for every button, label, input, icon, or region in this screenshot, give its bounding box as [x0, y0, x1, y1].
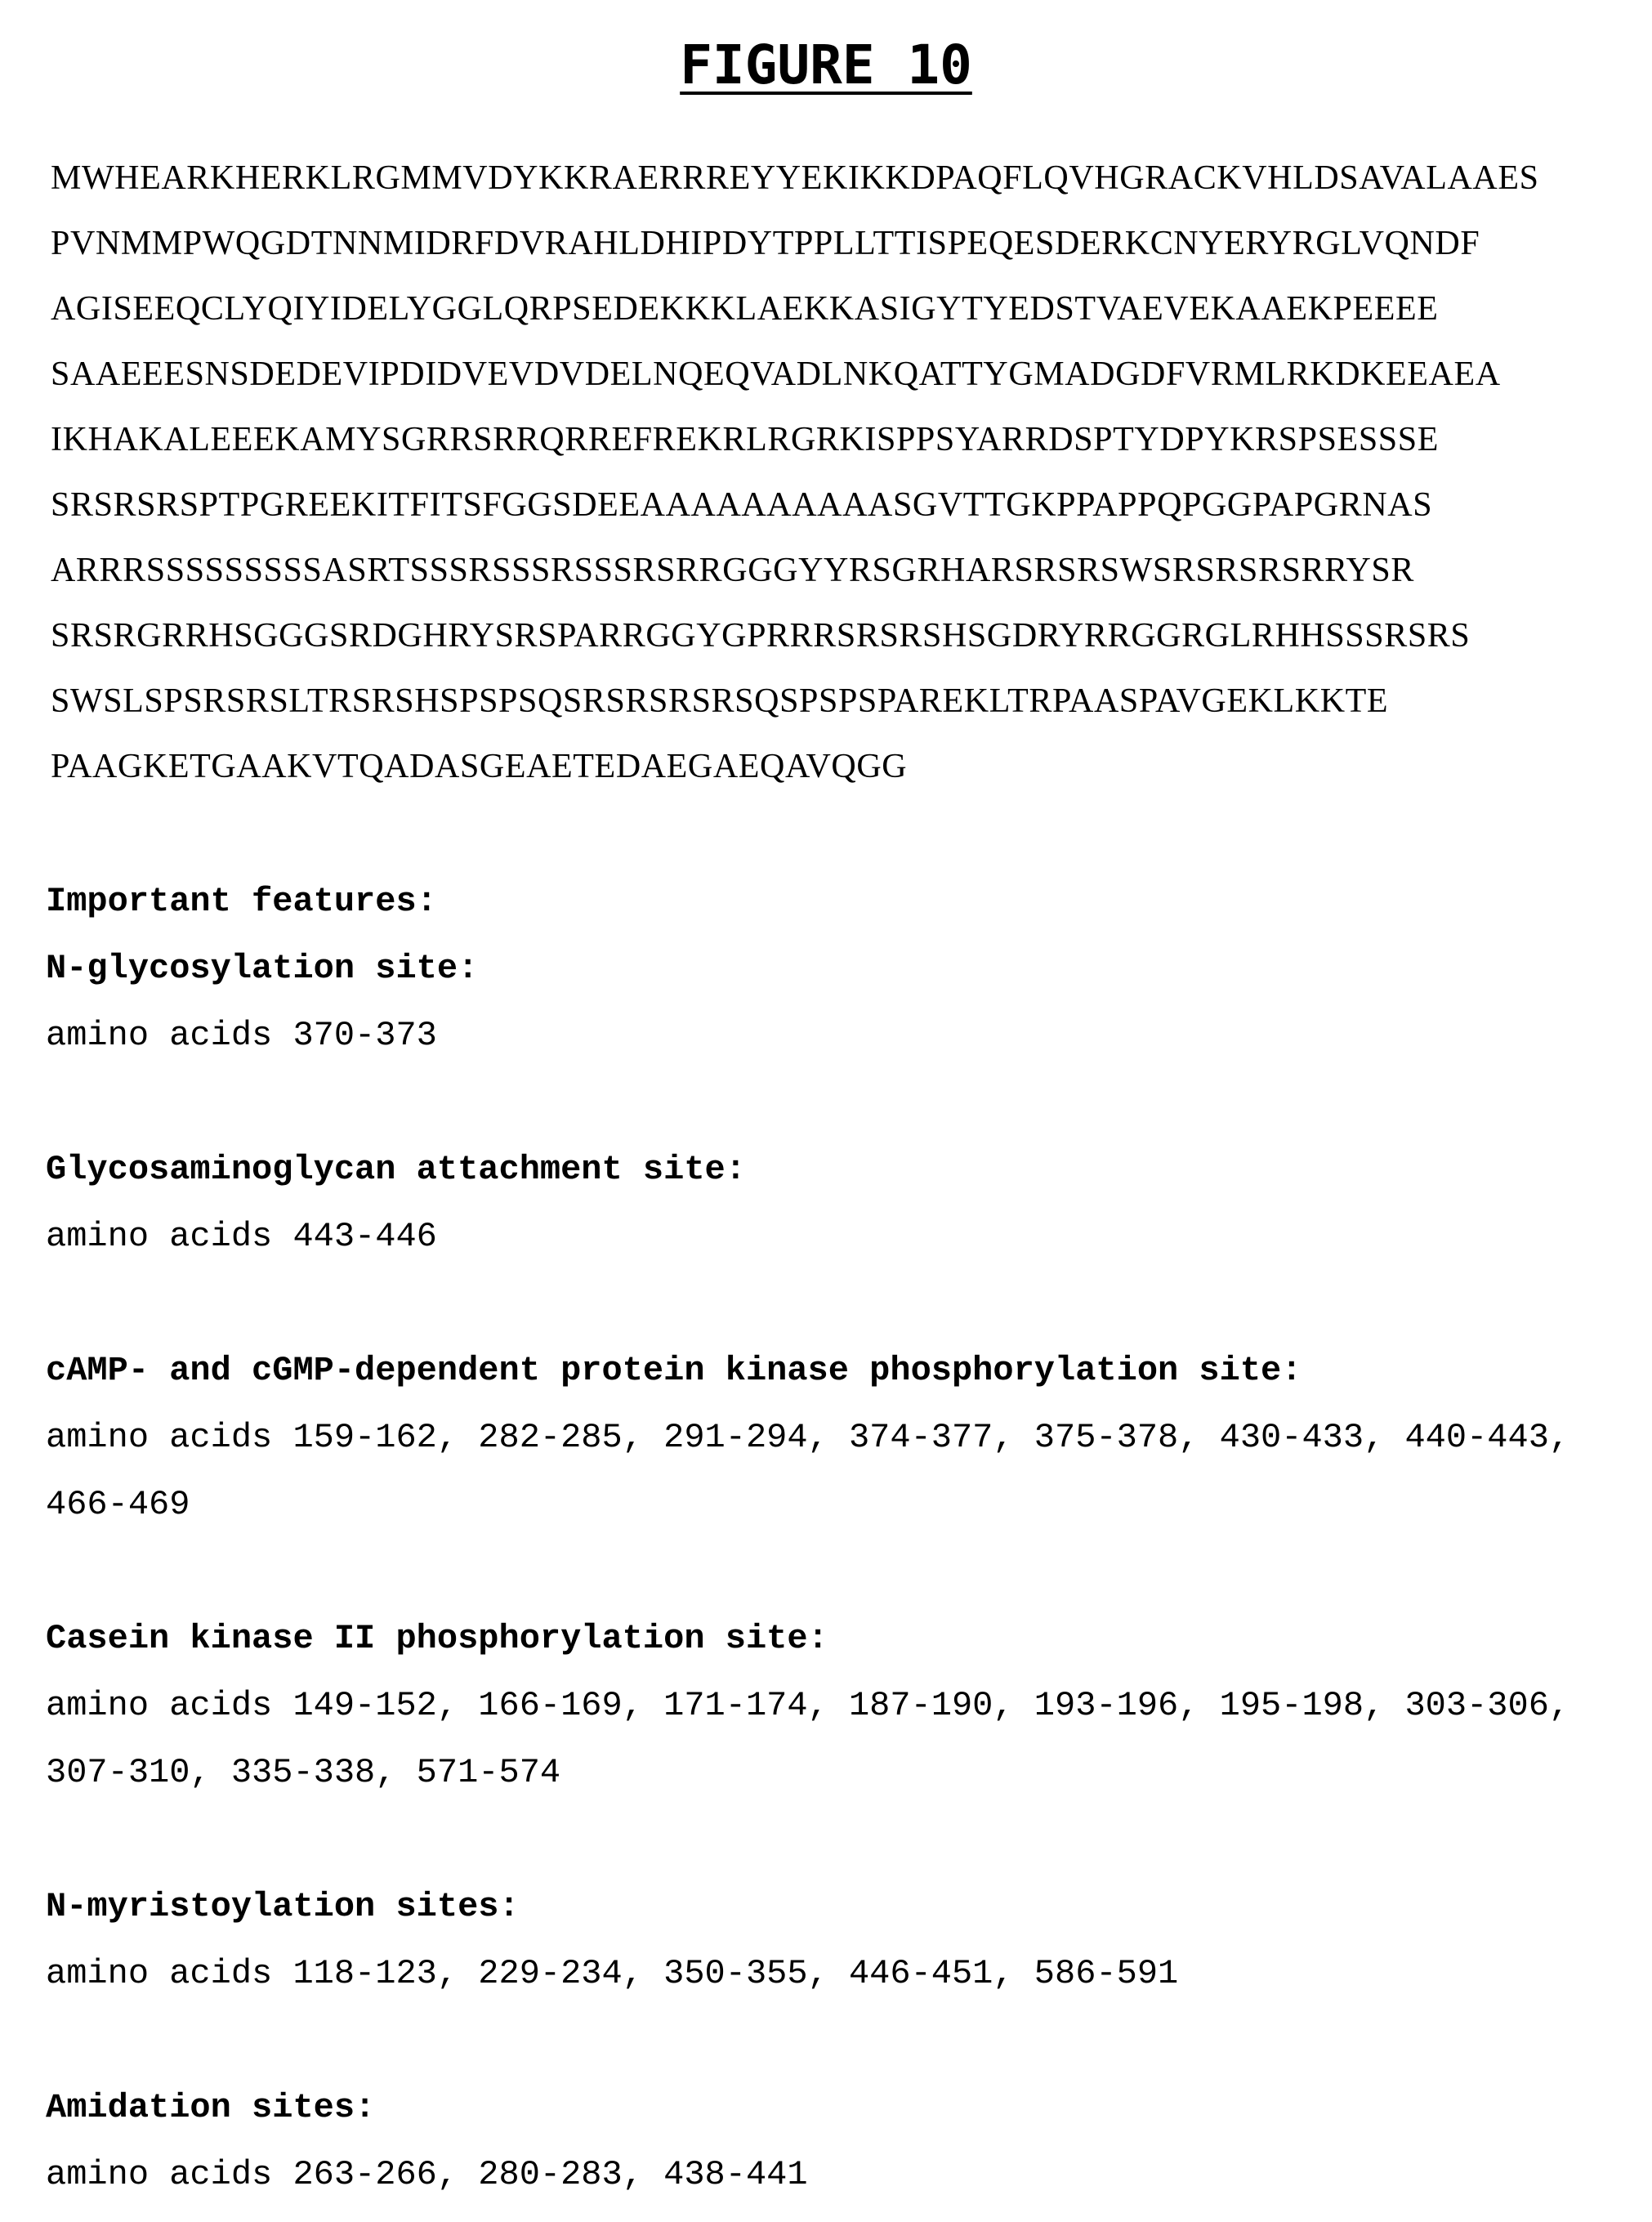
features-heading: Important features: — [46, 882, 437, 921]
sequence-line: ARRRSSSSSSSSSASRTSSSRSSSRSSSRSRRGGGYYRSGRHARSRSRSWSRSRSRSRRYSR — [51, 552, 1414, 589]
feature-label: Casein kinase II phosphorylation site: — [46, 1619, 828, 1658]
feature-entry-glycosaminoglycan — [46, 1136, 1598, 1270]
sequence-line: SAAEEESNSDEDEVIPDIDVEVDVDELNQEQVADLNKQATTYGMADGDFVRMLRKDKEEAEA — [51, 355, 1501, 393]
important-features — [46, 868, 1598, 2208]
sequence-line: SRSRSRSPTPGREEKITFITSFGGSDEEAAAAAAAAAASGVTTGKPPAPPQPGGPAPGRNAS — [51, 486, 1433, 524]
feature-values: amino acids 370-373 — [46, 1016, 437, 1055]
feature-entry-camp-cgmp-kinase — [46, 1337, 1598, 1538]
feature-values: amino acids 159-162, 282-285, 291-294, 374-377, 375-378, 430-433, 440-443, 466-469 — [46, 1418, 1570, 1524]
feature-entry-amidation — [46, 2074, 1598, 2208]
amino-acid-sequence — [51, 145, 1603, 799]
feature-values: amino acids 118-123, 229-234, 350-355, 446-451, 586-591 — [46, 1954, 1179, 1993]
sequence-line: AGISEEQCLYQIYIDELYGGLQRPSEDEKKKLAEKKASIGYTYEDSTVAEVEKAAEKPEEEE — [51, 290, 1439, 328]
feature-entry-casein-kinase-ii — [46, 1605, 1598, 1806]
sequence-line: MWHEARKHERKLRGMMVDYKKRAERRREYYEKIKKDPAQFLQVHGRACKVHLDSAVALAAES — [51, 159, 1539, 197]
feature-values: amino acids 443-446 — [46, 1217, 437, 1256]
feature-label: N-glycosylation site: — [46, 949, 479, 988]
feature-values: amino acids 263-266, 280-283, 438-441 — [46, 2155, 808, 2194]
feature-label: Glycosaminoglycan attachment site: — [46, 1150, 746, 1189]
feature-label: Amidation sites: — [46, 2088, 376, 2127]
sequence-line: IKHAKALEEEKAMYSGRRSRRQRREFREKRLRGRKISPPSYARRDSPTYDPYKRSPSESSSE — [51, 421, 1439, 458]
feature-values: amino acids 149-152, 166-169, 171-174, 187-190, 193-196, 195-198, 303-306, 307-310, 335-338, 571-574 — [46, 1686, 1570, 1792]
sequence-line: PAAGKETGAAKVTQADASGEAETEDAEGAEQAVQGG — [51, 748, 908, 785]
feature-label: cAMP- and cGMP-dependent protein kinase phosphorylation site: — [46, 1351, 1302, 1390]
figure-title-text: FIGURE 10 — [680, 34, 972, 96]
sequence-line: PVNMMPWQGDTNNMIDRFDVRAHLDHIPDYTPPLLTTISPEQESDERKCNYERYRGLVQNDF — [51, 225, 1480, 262]
feature-entry-n-myristoylation — [46, 1873, 1598, 2007]
feature-label: N-myristoylation sites: — [46, 1887, 520, 1926]
feature-entry-n-glycosylation — [46, 935, 1598, 1069]
sequence-line: SRSRGRRHSGGGSRDGHRYSRSPARRGGYGPRRRSRSRSHSGDRYRRGGRGLRHHSSSRSRS — [51, 617, 1471, 655]
sequence-line: SWSLSPSRSRSLTRSRSHSPSPSQSRSRSRSRSQSPSPSPAREKLTRPAASPAVGEKLKKTE — [51, 682, 1389, 720]
features-intro — [46, 868, 1598, 935]
figure-title — [0, 33, 1652, 98]
